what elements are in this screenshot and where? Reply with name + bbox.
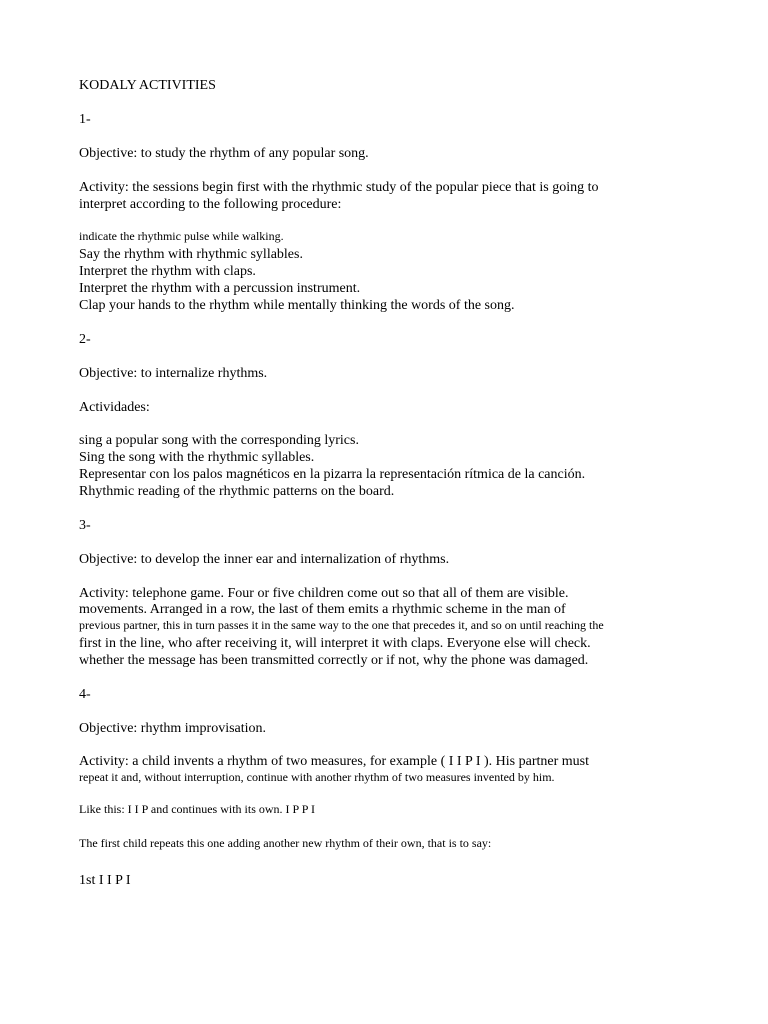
section-1-step: Interpret the rhythm with a percussion instrument. (79, 281, 361, 296)
section-number-3: 3- (79, 518, 91, 533)
section-2-objective: Objective: to internalize rhythms. (79, 366, 268, 381)
section-1-activity-line: Activity: the sessions begin first with the rhythmic study of the popular piece that is going to (79, 180, 599, 195)
section-3-activity-line: previous partner, this in turn passes it in the same way to the one that precedes it, and so on until reaching the (79, 618, 604, 632)
section-4-objective: Objective: rhythm improvisation. (79, 721, 267, 736)
section-1-step: indicate the rhythmic pulse while walking. (79, 229, 284, 243)
section-2-step: Sing the song with the rhythmic syllables. (79, 450, 315, 465)
section-3-objective: Objective: to develop the inner ear and internalization of rhythms. (79, 552, 450, 567)
section-1-step: Say the rhythm with rhythmic syllables. (79, 247, 303, 262)
section-3-activity-line: first in the line, who after receiving it, will interpret it with claps. Everyone else will check. (79, 636, 591, 651)
section-number-2: 2- (79, 332, 91, 347)
section-2-step: Rhythmic reading of the rhythmic patterns on the board. (79, 484, 395, 499)
section-number-1: 1- (79, 112, 91, 127)
document-title: KODALY ACTIVITIES (79, 78, 216, 93)
section-1-objective: Objective: to study the rhythm of any popular song. (79, 146, 369, 161)
section-1-step: Interpret the rhythm with claps. (79, 264, 256, 279)
section-2-activities-heading: Actividades: (79, 400, 150, 415)
section-3-activity-line: movements. Arranged in a row, the last of them emits a rhythmic scheme in the man of (79, 602, 566, 617)
section-1-step: Clap your hands to the rhythm while mentally thinking the words of the song. (79, 298, 515, 313)
section-3-activity-line: Activity: telephone game. Four or five children come out so that all of them are visible. (79, 586, 569, 601)
section-2-step: sing a popular song with the corresponding lyrics. (79, 433, 359, 448)
section-3-activity-line: whether the message has been transmitted correctly or if not, why the phone was damaged. (79, 653, 589, 668)
section-4-note: The first child repeats this one adding another new rhythm of their own, that is to say: (79, 836, 492, 850)
section-1-activity-line: interpret according to the following procedure: (79, 197, 342, 212)
section-4-activity-line: repeat it and, without interruption, continue with another rhythm of two measures invented by him. (79, 770, 555, 784)
section-4-first-rhythm: 1st I I P I (79, 873, 131, 888)
section-number-4: 4- (79, 687, 91, 702)
section-2-step: Representar con los palos magnéticos en la pizarra la representación rítmica de la canción. (79, 467, 586, 482)
section-4-activity-line: Activity: a child invents a rhythm of two measures, for example ( I I P I ). His partner must (79, 754, 589, 769)
section-4-example: Like this: I I P and continues with its own. I P P I (79, 802, 315, 816)
